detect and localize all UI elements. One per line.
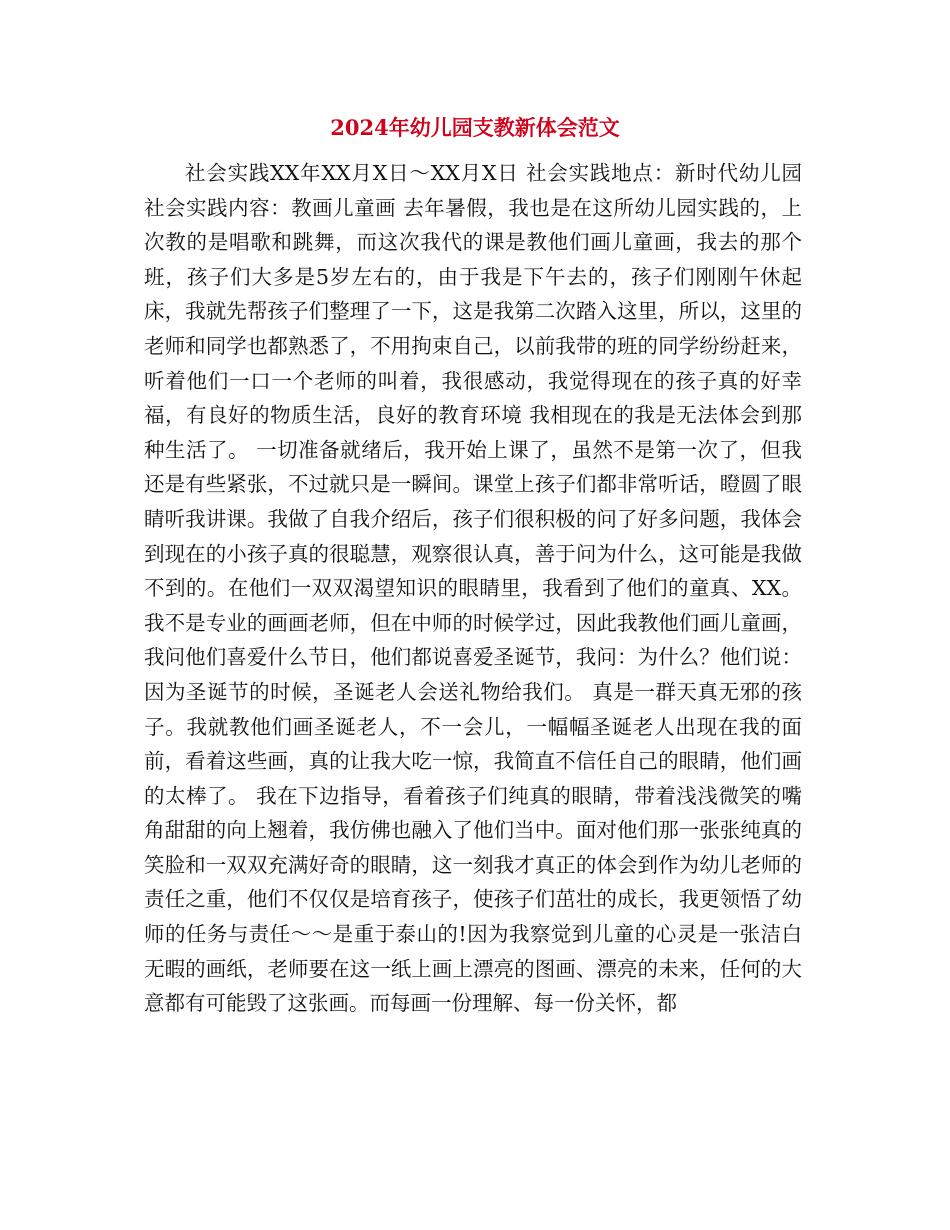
document-title: 2024年幼儿园支教新体会范文	[330, 115, 620, 140]
document-body-paragraph: 社会实践XX年XX月X日～XX月X日 社会实践地点：新时代幼儿园 社会实践内容：教画儿童画 去年暑假，我也是在这所幼儿园实践的，上次教的是唱歌和跳舞，而这次我代的课是教他们画儿童画，我去的那个班，孩子们大多是5岁左右的，由于我是下午去的，孩子们刚刚午休起床，我就先帮孩子们整理了一下，这是我第二次踏入这里，所以，这里的老师和同学也都熟悉了，不用拘束自己，以前我带的班的同学纷纷赶来，听着他们一口一个老师的叫着，我很感动，我觉得现在的孩子真的好幸福，有良好的物质生活，良好的教育环境 我相现在的我是无法体会到那种生活了。 一切准备就绪后，我开始上课了，虽然不是第一次了，但我还是有些紧张，不过就只是一瞬间。课堂上孩子们都非常听话，瞪圆了眼睛听我讲课。我做了自我介绍后，孩子们很积极的问了好多问题，我体会到现在的小孩子真的很聪慧，观察很认真，善于问为什么，这可能是我做不到的。在他们一双双渴望知识的眼睛里，我看到了他们的童真、XX。我不是专业的画画老师，但在中师的时候学过，因此我教他们画儿童画，我问他们喜爱什么节日，他们都说喜爱圣诞节，我问：为什么？他们说：因为圣诞节的时候，圣诞老人会送礼物给我们。 真是一群天真无邪的孩子。我就教他们画圣诞老人，不一会儿，一幅幅圣诞老人出现在我的面前，看着这些画，真的让我大吃一惊，我简直不信任自己的眼睛，他们画的太棒了。 我在下边指导，看着孩子们纯真的眼睛，带着浅浅微笑的嘴角甜甜的向上翘着，我仿佛也融入了他们当中。面对他们那一张张纯真的笑脸和一双双充满好奇的眼睛，这一刻我才真正的体会到作为幼儿老师的责任之重，他们不仅仅是培育孩子，使孩子们茁壮的成长，我更领悟了幼师的任务与责任～～是重于泰山的!因为我察觉到儿童的心灵是一张洁白无暇的画纸，老师要在这一纸上画上漂亮的图画、漂亮的未来，任何的大意都有可能毁了这张画。而每画一份理解、每一份关怀，都	[144, 161, 802, 1016]
